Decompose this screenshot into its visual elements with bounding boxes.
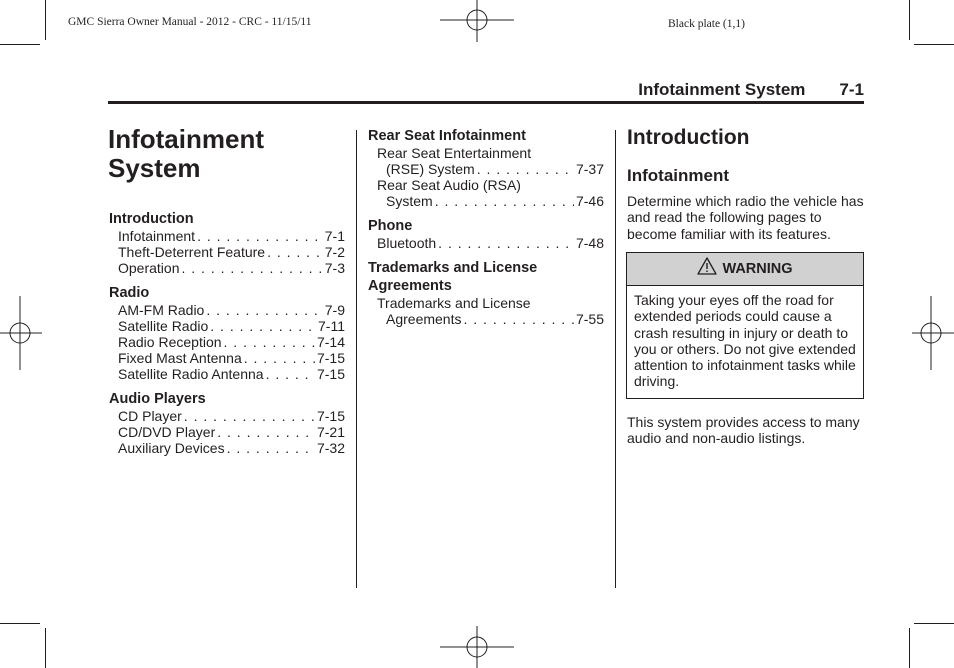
running-head-page: 7-1 — [839, 80, 864, 99]
toc-entry[interactable]: Agreements . . . 7-55 — [377, 311, 604, 327]
toc-column-1 — [109, 210, 345, 456]
registration-mark-top-icon — [440, 0, 514, 42]
closing-paragraph: This system provides access to many audio and non-audio listings. — [627, 414, 860, 447]
toc-entry[interactable]: (RSE) System . . . 7-37 — [377, 161, 604, 177]
toc-heading: Trademarks and License — [368, 260, 538, 276]
slug-left: GMC Sierra Owner Manual - 2012 - CRC - 11/15/11 — [68, 16, 312, 28]
toc-entry-line[interactable]: Trademarks and License — [377, 295, 531, 311]
toc-column-2 — [368, 127, 604, 327]
toc-entry[interactable]: Auxiliary Devices . . . 7-32 — [118, 440, 345, 456]
crop-mark-bl-v — [45, 628, 46, 668]
toc-entry[interactable]: Operation . . . 7-3 — [118, 260, 345, 276]
toc-entry[interactable]: AM-FM Radio . . . 7-9 — [118, 302, 345, 318]
toc-entry[interactable]: CD/DVD Player . . . 7-21 — [118, 424, 345, 440]
warning-header — [627, 253, 863, 286]
toc-section-trademarks — [368, 259, 604, 327]
toc-section-audio-players — [109, 390, 345, 456]
crop-mark-br-h — [914, 623, 954, 624]
toc-section-introduction — [109, 210, 345, 276]
toc-entry[interactable]: Fixed Mast Antenna . . . 7-15 — [118, 350, 345, 366]
column-divider-1 — [356, 130, 357, 588]
running-head-title: Infotainment System — [638, 80, 806, 99]
toc-heading: Audio Players — [109, 391, 206, 407]
toc-entry[interactable]: Radio Reception . . . 7-14 — [118, 334, 345, 350]
toc-heading: Rear Seat Infotainment — [368, 128, 526, 144]
crop-mark-tl-h — [0, 44, 40, 45]
crop-mark-br-v — [909, 628, 910, 668]
toc-heading: Introduction — [109, 211, 194, 227]
intro-paragraph: Determine which radio the vehicle has and read the following pages to become familiar with its features. — [627, 193, 864, 242]
toc-entry[interactable]: Satellite Radio . . . 7-11 — [118, 318, 345, 334]
toc-section-radio — [109, 284, 345, 382]
section-heading: Introduction — [627, 126, 750, 149]
toc-entry[interactable]: System . . . 7-46 — [377, 193, 604, 209]
toc-entry[interactable]: CD Player . . . 7-15 — [118, 408, 345, 424]
warning-box — [626, 252, 864, 399]
toc-entry-line[interactable]: Rear Seat Audio (RSA) — [377, 177, 521, 193]
running-head — [600, 80, 864, 100]
warning-triangle-icon — [697, 257, 717, 275]
toc-heading: Radio — [109, 285, 150, 301]
toc-entry[interactable]: Satellite Radio Antenna . . . 7-15 — [118, 366, 345, 382]
header-rule — [108, 101, 864, 104]
crop-mark-tl-v — [45, 0, 46, 40]
toc-entry[interactable]: Infotainment . . . 7-1 — [118, 228, 345, 244]
warning-text: Taking your eyes off the road for extended periods could cause a crash resulting in injury or death to you or others. Do not give extended attention to infotainment tasks while driving. — [634, 292, 856, 390]
column-divider-2 — [615, 130, 616, 588]
toc-entry-line[interactable]: Rear Seat Entertainment — [377, 145, 532, 161]
toc-heading-cont: Agreements — [368, 278, 452, 294]
warning-label: WARNING — [722, 261, 793, 277]
crop-mark-bl-h — [0, 623, 40, 624]
chapter-title: Infotainment System — [108, 124, 264, 183]
registration-mark-bottom-icon — [440, 626, 514, 668]
subsection-heading: Infotainment — [627, 166, 729, 185]
slug-right: Black plate (1,1) — [668, 18, 745, 30]
registration-mark-left-icon — [0, 296, 42, 370]
toc-section-phone — [368, 217, 604, 251]
toc-section-rear-seat-infotainment — [368, 127, 604, 209]
crop-mark-tr-h — [914, 44, 954, 45]
toc-entry[interactable]: Theft-Deterrent Feature . . . 7-2 — [118, 244, 345, 260]
toc-heading: Phone — [368, 218, 413, 234]
crop-mark-tr-v — [909, 0, 910, 40]
toc-entry[interactable]: Bluetooth . . . 7-48 — [377, 235, 604, 251]
registration-mark-right-icon — [912, 296, 954, 370]
